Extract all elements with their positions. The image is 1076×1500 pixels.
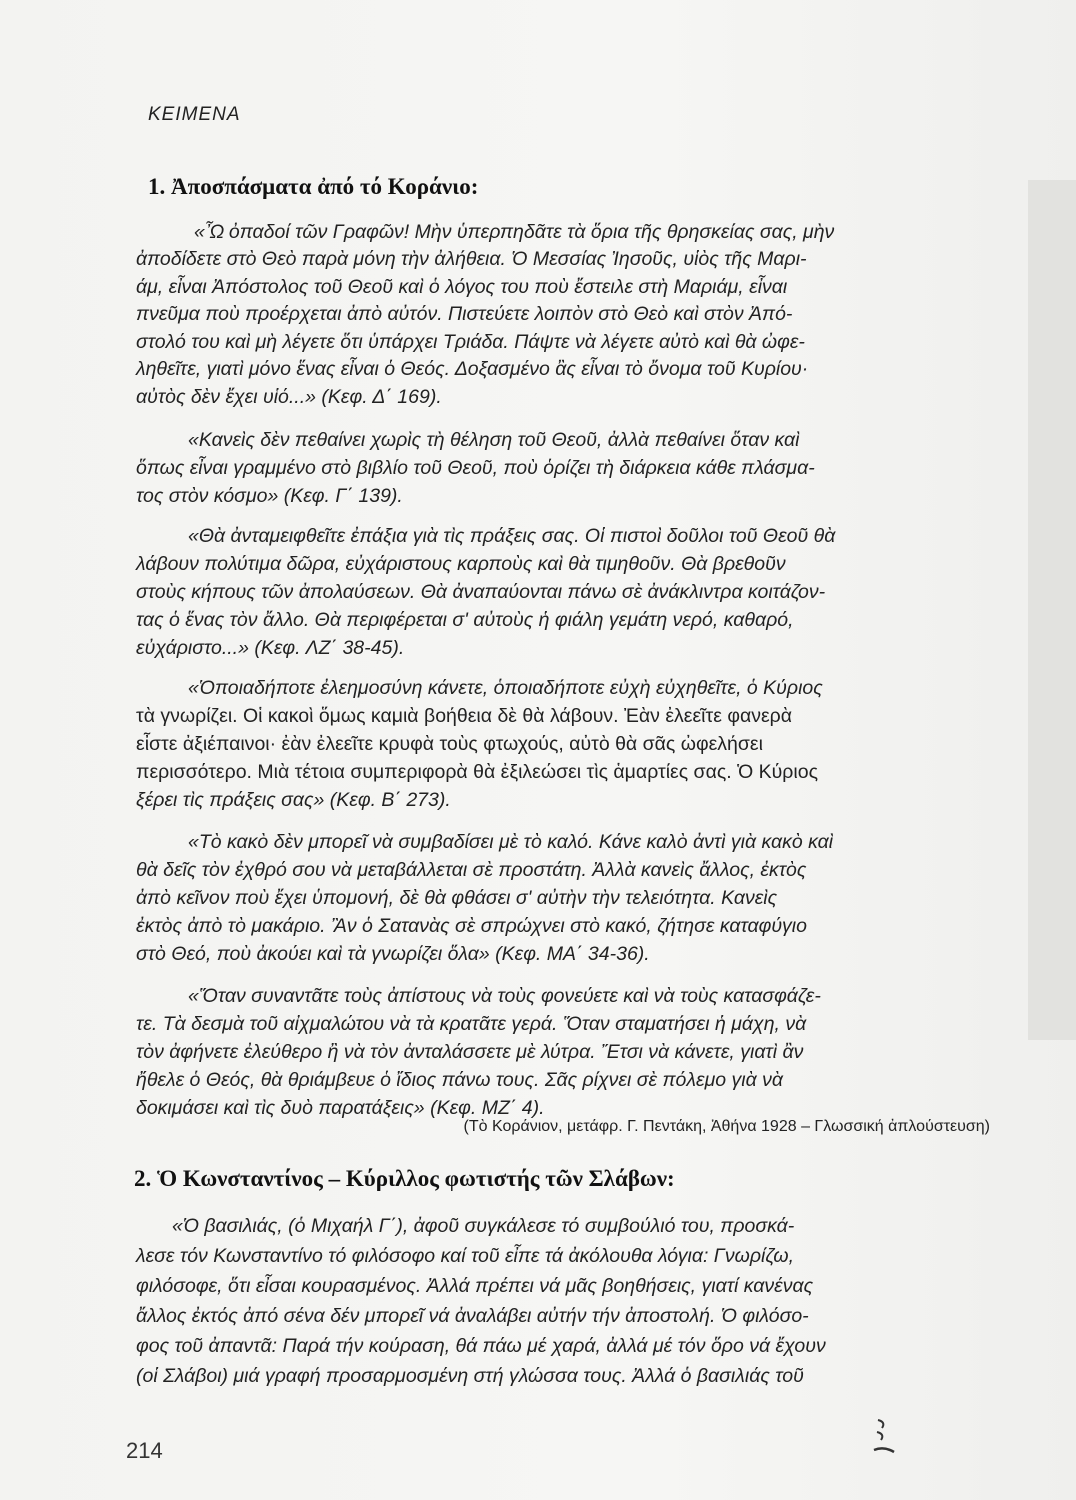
text-line: εὐχάριστο...» (Κεφ. ΛΖ΄ 38-45). (136, 637, 405, 659)
text-line: στοὺς κήπους τῶν ἀπολαύσεων. Θὰ ἀναπαύονται πάνω σὲ ἀνάκλιντρα κοιτάζον- (136, 581, 826, 603)
text-line: φος τοῦ ἀπαντᾶ: Παρά τήν κούραση, θά πάω μέ χαρά, ἀλλά μέ τόν ὅρο νά ἔχουν (136, 1335, 826, 1357)
text-line: ἀποδίδετε στὸ Θεὸ παρὰ μόνη τὴν ἀλήθεια. Ὁ Μεσσίας Ἰησοῦς, υἱὸς τῆς Μαρι- (136, 248, 807, 270)
text-line: τὸν ἀφήνετε ἐλεύθερο ἢ νὰ τὸν ἀνταλάσσετε μὲ λύτρα. Ἔτσι νὰ κάνετε, γιατὶ ἂν (136, 1041, 804, 1063)
text-line: αὐτὸς δὲν ἔχει υἱό...» (Κεφ. Δ΄ 169). (136, 386, 442, 408)
source-citation: (Τὸ Κοράνιον, μετάφρ. Γ. Πεντάκη, Ἀθήνα 1928 – Γλωσσική ἀπλούστευση) (463, 1118, 990, 1135)
text-line: άμ, εἶναι Ἀπόστολος τοῦ Θεοῦ καὶ ὁ λόγος του ποὺ ἔστειλε στὴ Μαριάμ, εἶναι (136, 276, 788, 298)
section-2-title: 2. Ὁ Κωνσταντίνος – Κύριλλος φωτιστής τῶν Σλάβων: (134, 1166, 675, 1191)
text-line: «Ὦ ὀπαδοί τῶν Γραφῶν! Μὴν ὑπερπηδᾶτε τὰ ὅρια τῆς θρησκείας σας, μὴν (194, 221, 835, 243)
page-number: 214 (126, 1438, 163, 1463)
text-line: θὰ δεῖς τὸν ἐχθρό σου νὰ μεταβάλλεται σὲ προστάτη. Ἀλλὰ κανεὶς ἄλλος, ἐκτὸς (136, 859, 807, 881)
text-line: ἄλλος ἐκτός ἀπό σένα δέν μπορεῖ νά ἀναλάβει αὐτήν τήν ἀποστολή. Ὁ φιλόσο- (136, 1305, 809, 1327)
text-line: φιλόσοφε, ὅτι εἶσαι κουρασμένος. Ἀλλά πρέπει νά μᾶς βοηθήσεις, γιατί κανένας (136, 1275, 814, 1297)
text-line: περισσότερο. Μιὰ τέτοια συμπεριφορὰ θὰ ἐξιλεώσει τὶς ἁμαρτίες σας. Ὁ Κύριος (136, 761, 818, 783)
text-line: ἐκτὸς ἀπὸ τὸ μακάριο. Ἂν ὁ Σατανὰς σὲ σπρώχνει στὸ κακό, ζήτησε καταφύγιο (136, 915, 807, 937)
text-line: «Κανεὶς δὲν πεθαίνει χωρὶς τὴ θέληση τοῦ Θεοῦ, ἀλλὰ πεθαίνει ὅταν καὶ (188, 429, 800, 451)
text-line: στὸ Θεό, ποὺ ἀκούει καὶ τὰ γνωρίζει ὅλα» (Κεφ. ΜΑ΄ 34-36). (136, 943, 650, 965)
page-shadow (1028, 180, 1076, 1040)
text-line: στολό του καὶ μὴ λέγετε ὅτι ὑπάρχει Τριάδα. Πάψτε νὰ λέγετε αὐτὸ καὶ θὰ ὠφε- (136, 331, 805, 353)
text-line: τος στὸν κόσμο» (Κεφ. Γ΄ 139). (136, 485, 403, 507)
text-line: τὰ γνωρίζει. Οἱ κακοὶ ὅμως καμιὰ βοήθεια δὲ θὰ λάβουν. Ἐὰν ἐλεεῖτε φανερὰ (136, 705, 793, 727)
text-line: πνεῦμα ποὺ προέρχεται ἀπὸ αὐτόν. Πιστεύετε λοιπὸν στὸ Θεὸ καὶ στὸν Ἀπό- (136, 303, 793, 325)
text-line: εἶστε ἀξιέπαινοι· ἐὰν ἐλεεῖτε κρυφὰ τοὺς φτωχούς, αὐτὸ θὰ σᾶς ὠφελήσει (136, 733, 763, 755)
text-line: «Θὰ ἀνταμειφθεῖτε ἐπάξια γιὰ τὶς πράξεις σας. Οἱ πιστοὶ δοῦλοι τοῦ Θεοῦ θὰ (188, 525, 836, 547)
text-line: τε. Τὰ δεσμὰ τοῦ αἰχμαλώτου νὰ τὰ κρατᾶτε γερά. Ὅταν σταματήσει ἡ μάχη, νὰ (136, 1013, 807, 1035)
text-line: «Ὁ βασιλιάς, (ὁ Μιχαήλ Γ΄), ἀφοῦ συγκάλεσε τό συμβούλιό του, προσκά- (172, 1215, 795, 1237)
text-line: τας ὁ ἕνας τὸν ἄλλο. Θὰ περιφέρεται σ' αὐτοὺς ἡ φιάλη γεμάτη νερό, καθαρό, (136, 609, 794, 631)
text-line: λάβουν πολύτιμα δῶρα, εὐχάριστους καρποὺς καὶ θὰ τιμηθοῦν. Θὰ βρεθοῦν (136, 553, 786, 575)
section-1-title: 1. Ἀποσπάσματα ἀπό τό Κοράνιο: (148, 174, 479, 199)
text-line: «Ὅταν συναντᾶτε τοὺς ἀπίστους νὰ τοὺς φονεύετε καὶ νὰ τοὺς κατασφάζε- (188, 985, 821, 1007)
text-line: ληθεῖτε, γιατὶ μόνο ἕνας εἶναι ὁ Θεός. Δοξασμένο ἂς εἶναι τὸ ὄνομα τοῦ Κυρίου· (136, 358, 809, 380)
text-line: λεσε τόν Κωνσταντίνο τό φιλόσοφο καί τοῦ εἶπε τά ἀκόλουθα λόγια: Γνωρίζω, (136, 1245, 795, 1267)
ink-mark-icon (868, 1416, 898, 1460)
text-line: «Τὸ κακὸ δὲν μπορεῖ νὰ συμβαδίσει μὲ τὸ καλό. Κάνε καλὸ ἀντὶ γιὰ κακὸ καὶ (188, 831, 834, 853)
text-line: ὅπως εἶναι γραμμένο στὸ βιβλίο τοῦ Θεοῦ, ποὺ ὁρίζει τὴ διάρκεια κάθε πλάσμα- (136, 457, 815, 479)
text-line: «Ὁποιαδήποτε ἐλεημοσύνη κάνετε, ὁποιαδήποτε εὐχὴ εὐχηθεῖτε, ὁ Κύριος (188, 677, 823, 699)
text-line: δοκιμάσει καὶ τὶς δυὸ παρατάξεις» (Κεφ. ΜΖ΄ 4). (136, 1097, 545, 1119)
text-line: (οἱ Σλάβοι) μιά γραφή προσαρμοσμένη στή γλώσσα τους. Ἀλλά ὁ βασιλιάς τοῦ (136, 1365, 804, 1387)
text-line: ἀπὸ κεῖνον ποὺ ἔχει ὑπομονή, δὲ θὰ φθάσει σ' αὐτὴν τὴν τελειότητα. Κανεὶς (136, 887, 778, 909)
running-header: ΚΕΙΜΕΝΑ (148, 104, 241, 125)
text-line: ξέρει τὶς πράξεις σας» (Κεφ. Β΄ 273). (136, 789, 451, 811)
text-line: ἤθελε ὁ Θεός, θὰ θριάμβευε ὁ ἴδιος πάνω τους. Σᾶς ρίχνει σὲ πόλεμο γιὰ νὰ (136, 1069, 784, 1091)
